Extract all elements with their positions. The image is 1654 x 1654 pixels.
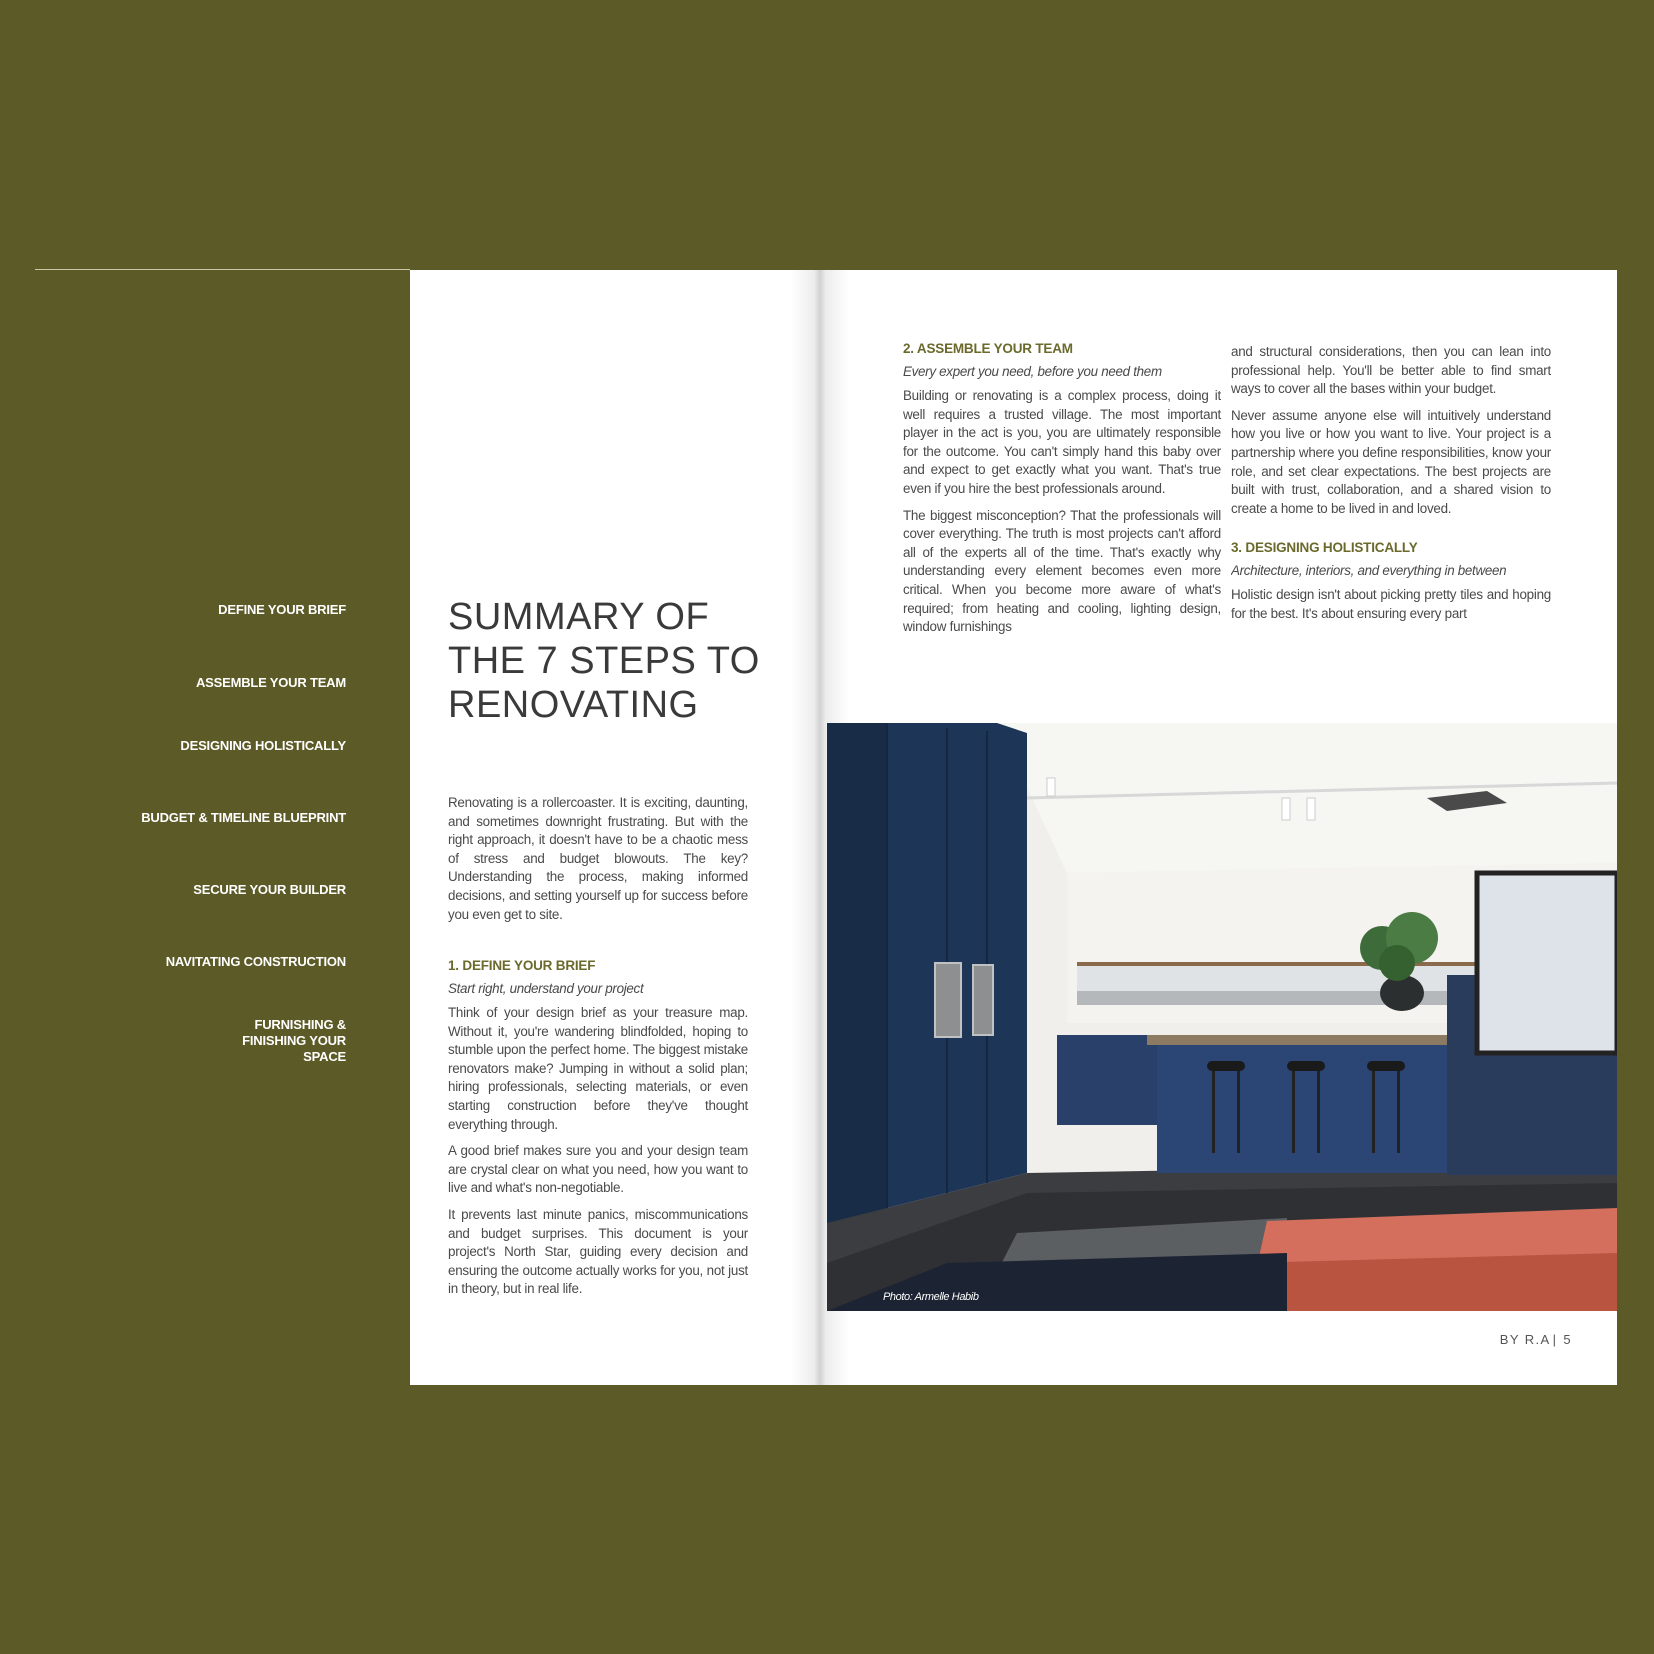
steps-sidebar	[35, 270, 410, 1385]
document-spread	[410, 270, 1617, 1385]
step-1-paragraph: It prevents last minute panics, miscommunications and budget surprises. This document is your project's North Star, guiding every decision and ensuring the outcome actually works for you, not just in theory, but in real life.	[448, 1206, 748, 1297]
step-2-heading: 2. ASSEMBLE YOUR TEAM	[903, 341, 1073, 356]
sidebar-item-budget-timeline-blueprint[interactable]: BUDGET & TIMELINE BLUEPRINT	[141, 810, 346, 825]
step-2-paragraph: Never assume anyone else will intuitively understand how you live or how you want to live. Your project is a partnership where you define responsibilities, know your role, and set clear expectations. The best projects are built with trust, collaboration, and a shared vision to create a home to be lived in and loved.	[1231, 407, 1551, 516]
footer-brand: BY R.A	[1499, 1332, 1551, 1347]
sidebar-item-define-your-brief[interactable]: DEFINE YOUR BRIEF	[218, 602, 346, 617]
step-1-heading: 1. DEFINE YOUR BRIEF	[448, 958, 596, 973]
sidebar-item-navitating-construction[interactable]: NAVITATING CONSTRUCTION	[165, 954, 346, 969]
step-3-subtitle: Architecture, interiors, and everything in between	[1231, 563, 1507, 579]
step-1-paragraph: Think of your design brief as your treasure map. Without it, you're wandering blindfolded, hoping to stumble upon the perfect home. The biggest mistake renovators make? Jumping in without a solid plan; hiring professionals, selecting materials, or even starting construction before they've thought everything through.	[448, 1005, 748, 1132]
page-number: 5	[1563, 1332, 1572, 1347]
step-1-subtitle: Start right, understand your project	[448, 981, 644, 996]
intro-paragraph: Renovating is a rollercoaster. It is exciting, daunting, and sometimes downright frustrating. But with the right approach, it doesn't have to be a chaotic mess of stress and budget blowouts. The key? Understanding the process, making informed decisions, and setting yourself up for success before you even get to site.	[448, 795, 748, 922]
sidebar-item-assemble-your-team[interactable]: ASSEMBLE YOUR TEAM	[195, 675, 346, 690]
page-title: SUMMARY OF THE 7 STEPS TO RENOVATING	[448, 596, 760, 726]
step-2-subtitle: Every expert you need, before you need them	[903, 364, 1162, 379]
page-footer	[1500, 1332, 1572, 1347]
intro-section	[448, 794, 748, 932]
step-1-section	[448, 958, 748, 1307]
footer-separator: |	[1552, 1332, 1558, 1347]
sidebar-item-furnishing-finishing[interactable]: FURNISHING & FINISHING YOUR SPACE	[242, 1017, 346, 1064]
sidebar-item-designing-holistically[interactable]: DESIGNING HOLISTICALLY	[180, 738, 346, 753]
kitchen-illustration	[827, 723, 1617, 1311]
kitchen-photo	[827, 723, 1617, 1311]
step-3-heading: 3. DESIGNING HOLISTICALLY	[1231, 540, 1418, 556]
step-3-paragraph: Holistic design isn't about picking pretty tiles and hoping for the best. It's about ensuring every part	[1231, 587, 1551, 621]
step-2-paragraph: The biggest misconception? That the professionals will cover everything. The truth is most projects can't afford all of the experts all of the time. That's exactly why understanding every element becomes even more critical. When you become more aware of what's required; from heating and cooling, lighting design, window furnishings	[903, 507, 1221, 635]
step-2-paragraph: Building or renovating is a complex process, doing it well requires a trusted village. The most important player in the act is you, you are ultimately responsible for the outcome. You can't simply hand this baby over and expect to get exactly what you want. That's true even if you hire the best professionals around.	[903, 388, 1221, 496]
photo-credit: Photo: Armelle Habib	[883, 1291, 979, 1303]
step-2-paragraph-continued: and structural considerations, then you can lean into professional help. You'll be better able to find smart ways to cover all the bases within your budget.	[1231, 344, 1551, 397]
sidebar-item-secure-your-builder[interactable]: SECURE YOUR BUILDER	[193, 882, 346, 897]
step-1-paragraph: A good brief makes sure you and your design team are crystal clear on what you need, how you want to live and what's non-negotiable.	[448, 1143, 748, 1196]
